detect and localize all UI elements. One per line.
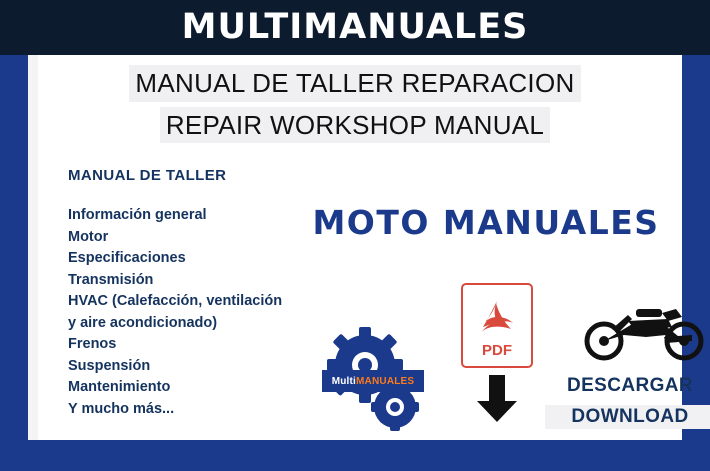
header-bar	[0, 0, 710, 55]
list-item: Información general	[68, 207, 207, 223]
badge-text: MultiMANUALES	[331, 375, 415, 387]
title-block	[28, 65, 682, 143]
list-item: Frenos	[68, 336, 117, 352]
motorcycle-icon	[576, 293, 710, 363]
download-label-english[interactable]: DOWNLOAD	[545, 405, 710, 429]
title-line-english: REPAIR WORKSHOP MANUAL	[160, 107, 550, 144]
download-arrow-icon[interactable]	[476, 375, 518, 423]
list-item: Transmisión	[68, 271, 154, 288]
download-label-spanish[interactable]: DESCARGAR	[566, 375, 694, 396]
feature-list	[68, 205, 283, 420]
list-item: HVAC (Calefacción, ventilación y aire acondicionado)	[68, 293, 283, 331]
pdf-icon[interactable]	[461, 283, 533, 368]
title-line-spanish: MANUAL DE TALLER REPARACION	[129, 65, 580, 102]
list-item: Especificaciones	[68, 250, 186, 266]
content-card	[28, 55, 694, 440]
brand-title: MULTIMANUALES	[181, 7, 529, 47]
section-subtitle: MANUAL DE TALLER	[68, 167, 227, 184]
list-item: Y mucho más...	[68, 400, 175, 417]
pdf-label: PDF	[482, 342, 512, 359]
badge-ribbon	[322, 370, 424, 392]
list-item: Motor	[68, 228, 109, 245]
adobe-swirl-icon	[479, 299, 515, 341]
list-item: Suspensión	[68, 357, 151, 374]
list-item: Mantenimiento	[68, 379, 171, 395]
moto-manuales-wordmark: MOTO MANUALES	[312, 203, 660, 242]
multimanuales-gear-badge	[317, 323, 429, 435]
